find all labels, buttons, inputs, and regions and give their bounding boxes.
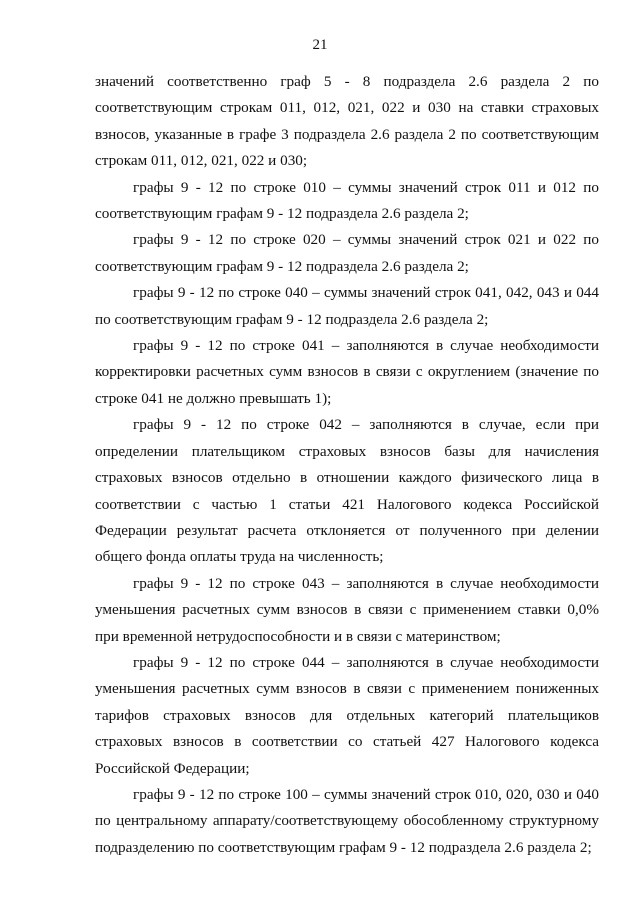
paragraph-row-040: графы 9 - 12 по строке 040 – суммы значений строк 041, 042, 043 и 044 по соответствующим графам 9 - 12 подраздела 2.6 раздела 2; — [95, 284, 599, 328]
paragraph-row-041: графы 9 - 12 по строке 041 – заполняются в случае необходимости корректировки расчетных сумм взносов в связи с округлением (значение по строке 041 не должно превышать 1); — [95, 337, 599, 407]
document-body — [95, 69, 599, 861]
paragraph-row-100: графы 9 - 12 по строке 100 – суммы значений строк 010, 020, 030 и 040 по центральному аппарату/соответствующему обособленному структурному подразделению по соответствующим графам 9 - 12 подраздела 2.6 раздела 2; — [95, 785, 599, 856]
paragraph-row-020: графы 9 - 12 по строке 020 – суммы значений строк 021 и 022 по соответствующим графам 9 - 12 подраздела 2.6 раздела 2; — [95, 231, 599, 275]
paragraph-row-010: графы 9 - 12 по строке 010 – суммы значений строк 011 и 012 по соответствующим графам 9 - 12 подраздела 2.6 раздела 2; — [95, 178, 599, 223]
page-number: 21 — [312, 37, 328, 53]
paragraph-row-043: графы 9 - 12 по строке 043 – заполняются в случае необходимости уменьшения расчетных сумм взносов в связи с применением ставки 0,0% при временной нетрудоспособности и в связи с материнством; — [95, 574, 599, 645]
paragraph-row-044: графы 9 - 12 по строке 044 – заполняются в случае необходимости уменьшения расчетных сумм взносов в связи с применением пониженных тарифов страховых взносов для отдельных категорий плательщиков страховых взносов в соответствии со статьей 427 Налогового кодекса Российской Федерации; — [95, 653, 599, 777]
paragraph-continuation: значений соответственно граф 5 - 8 подраздела 2.6 раздела 2 по соответствующим строкам 011, 012, 021, 022 и 030 на ставки страховых взносов, указанные в графе 3 подраздела 2.6 раздела 2 по соответствующим строкам 011, 012, 021, 022 и 030; — [95, 73, 599, 170]
paragraph-row-042: графы 9 - 12 по строке 042 – заполняются в случае, если при определении плательщиком страховых взносов базы для начисления страховых взносов отдельно в отношении каждого физического лица в соответствии с частью 1 статьи 421 Налогового кодекса Российской Федерации результат расчета отклоняется от полученного при делении общего фонда оплаты труда на численность; — [95, 416, 599, 566]
